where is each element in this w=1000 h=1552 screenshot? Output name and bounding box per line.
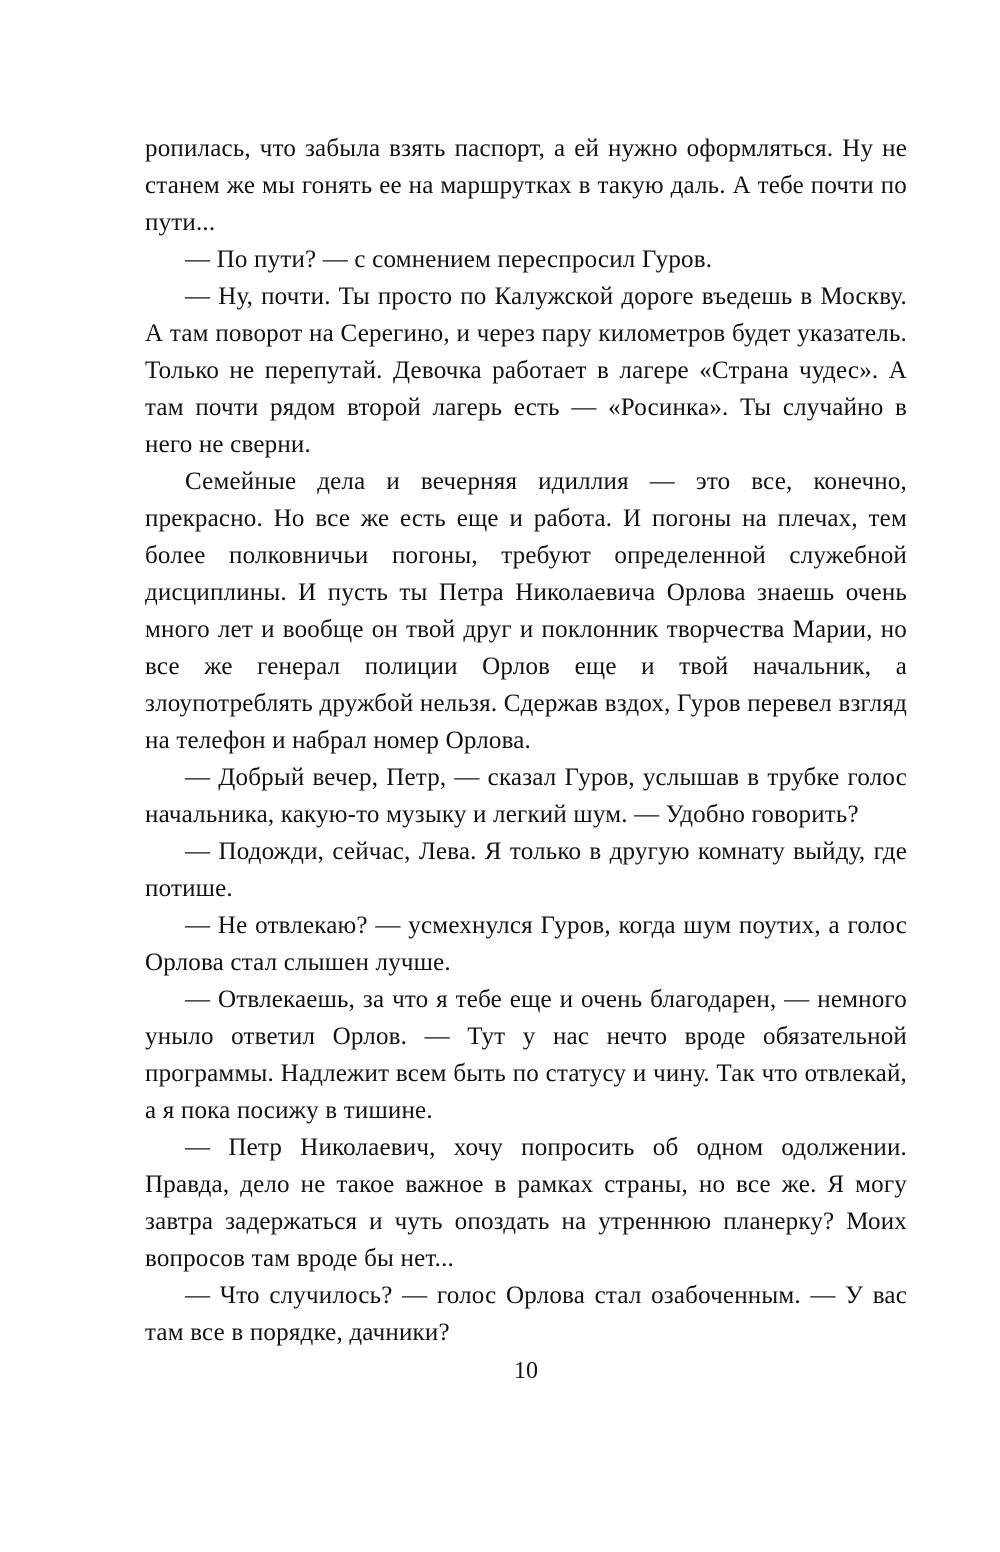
paragraph: — Добрый вечер, Петр, — сказал Гуров, услышав в трубке голос начальника, какую-то музыку и легкий шум. — Удобно говорить? bbox=[145, 764, 907, 828]
page-text bbox=[145, 130, 907, 1351]
paragraph: — По пути? — с сомнением переспросил Гуров. bbox=[185, 246, 713, 273]
page-number: 10 bbox=[514, 1358, 538, 1384]
paragraph: — Подожди, сейчас, Лева. Я только в другую комнату выйду, где потише. bbox=[145, 838, 907, 902]
paragraph: Семейные дела и вечерняя идиллия — это все, конечно, прекрасно. Но все же есть еще и работа. И погоны на плечах, тем более полковничьи погоны, требуют определенной служебной дисциплины. И пусть ты Петра Николаевича Орлова знаешь очень много лет и вообще он твой друг и поклонник творчества Марии, но все же генерал полиции Орлов еще и твой начальник, а злоупотреблять дружбой нельзя. Сдержав вздох, Гуров перевел взгляд на телефон и набрал номер Орлова. bbox=[145, 468, 907, 754]
paragraph: — Петр Николаевич, хочу попросить об одном одолжении. Правда, дело не такое важное в рамках страны, но все же. Я могу завтра задержаться и чуть опоздать на утреннюю планерку? Моих вопросов там вроде бы нет... bbox=[145, 1134, 907, 1272]
paragraph: — Не отвлекаю? — усмехнулся Гуров, когда шум поутих, а голос Орлова стал слышен лучше. bbox=[145, 912, 907, 976]
paragraph: — Ну, почти. Ты просто по Калужской дороге въедешь в Москву. А там поворот на Серегино, и через пару километров будет указатель. Только не перепутай. Девочка работает в лагере «Страна чудес». А там почти рядом второй лагерь есть — «Росинка». Ты случайно в него не сверни. bbox=[145, 283, 907, 458]
paragraph: — Отвлекаешь, за что я тебе еще и очень благодарен, — немного уныло ответил Орлов. — Тут у нас нечто вроде обязательной программы. Надлежит всем быть по статусу и чину. Так что отвлекай, а я пока посижу в тишине. bbox=[145, 986, 907, 1124]
paragraph: — Что случилось? — голос Орлова стал озабоченным. — У вас там все в порядке, дачники? bbox=[145, 1282, 907, 1346]
paragraph: ропилась, что забыла взять паспорт, а ей нужно оформляться. Ну не станем же мы гонять ее на маршрутках в такую даль. А тебе почти по пути... bbox=[145, 135, 907, 236]
